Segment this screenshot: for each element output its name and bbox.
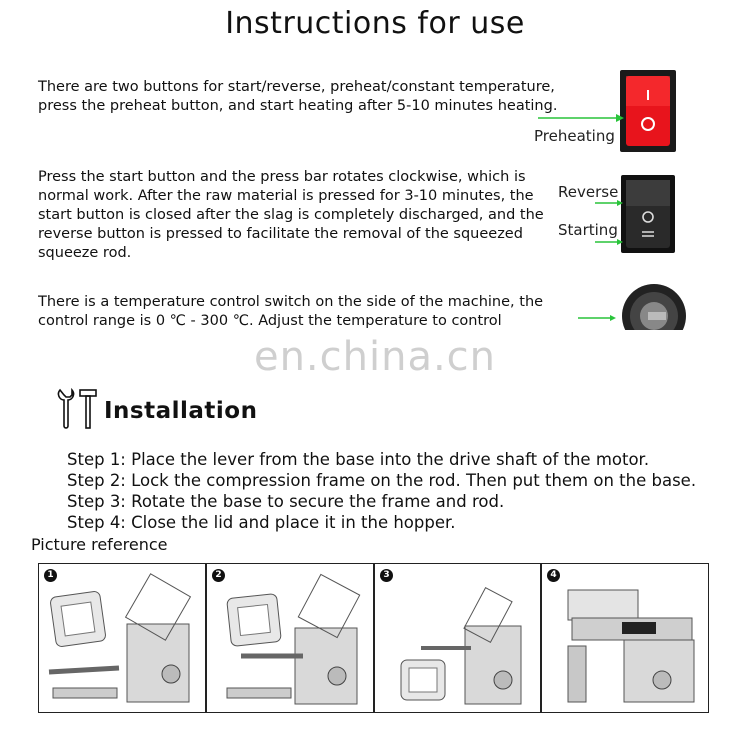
installation-step-2: Step 2: Lock the compression frame on the rod. Then put them on the base. [67,471,697,490]
step-number-badge: 2 [212,569,225,582]
assembly-illustration-2 [207,564,372,710]
temperature-dial-illustration [570,282,690,332]
watermark-text: en.china.cn [253,334,497,380]
instruction-start-text: Press the start button and the press bar rotates clockwise, which is normal work. After the raw material is pressed for 3-10 minutes, the start button is closed after the slag is completely discharged, and the reverse button is pressed to facilitate the removal of the squeezed squeeze rod. [38,169,544,261]
installation-step-3: Step 3: Rotate the base to secure the frame and rod. [67,492,505,511]
assembly-illustration-3 [375,564,539,710]
reference-panel-3 [374,563,541,713]
step-number-badge: 4 [547,569,560,582]
assembly-illustration-4 [542,564,707,710]
picture-reference-label: Picture reference [31,535,168,554]
reverse-label: Reverse [558,183,619,201]
tools-icon [54,386,100,432]
page-title: Instructions for use [225,6,525,41]
preheating-label: Preheating [534,127,615,145]
instruction-preheat-text: There are two buttons for start/reverse, preheat/constant temperature, press the preheat button, and start heating after 5-10 minutes heating. [38,79,558,114]
reference-panel-4 [541,563,709,713]
reference-panel-1 [38,563,206,713]
installation-step-4: Step 4: Close the lid and place it in the hopper. [67,513,456,532]
step-number-badge: 1 [44,569,57,582]
step-number-badge: 3 [380,569,393,582]
starting-label: Starting [558,221,618,239]
assembly-illustration-1 [39,564,204,710]
instruction-temperature-text: There is a temperature control switch on the side of the machine, the control range is 0 ℃ - 300 ℃. Adjust the temperature to control [38,294,544,329]
installation-step-1: Step 1: Place the lever from the base into the drive shaft of the motor. [67,450,650,469]
reference-panel-2 [206,563,374,713]
installation-title: Installation [104,398,258,424]
